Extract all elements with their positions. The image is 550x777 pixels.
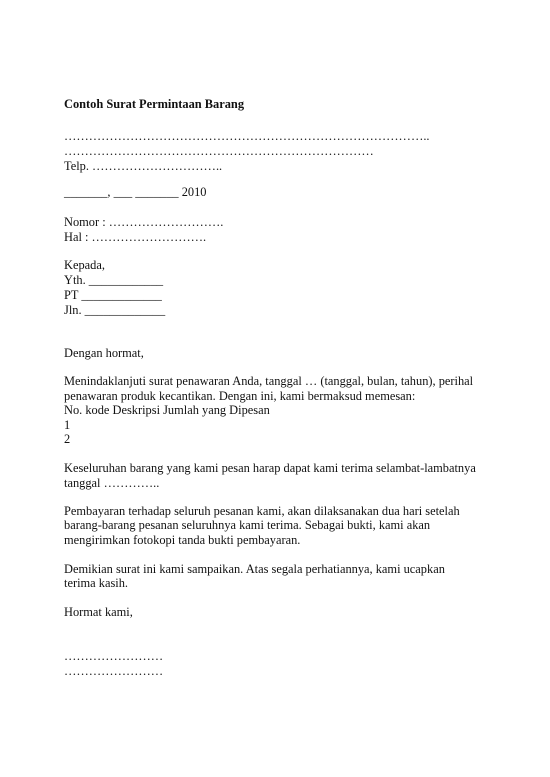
recipient-address: Jln. _____________ bbox=[64, 303, 166, 317]
letter-subject: Hal : ………………………. bbox=[64, 230, 207, 244]
sender-line-2: ………………………………………………………………… bbox=[64, 144, 374, 158]
order-table-row-2: 2 bbox=[64, 432, 71, 446]
sender-line-1: …………………………………………………………………………….. bbox=[64, 129, 430, 143]
closing: Hormat kami, bbox=[64, 605, 133, 619]
body-paragraph-2-line-2: tanggal ………….. bbox=[64, 476, 160, 490]
body-paragraph-1-line-2: penawaran produk kecantikan. Dengan ini, kami bermaksud memesan: bbox=[64, 389, 416, 403]
recipient-company: PT _____________ bbox=[64, 288, 162, 302]
body-paragraph-3-line-2: barang-barang pesanan seluruhnya kami terima. Sebagai bukti, kami akan bbox=[64, 518, 431, 532]
body-paragraph-4-line-2: terima kasih. bbox=[64, 576, 128, 590]
letter-date: _______, ___ _______ 2010 bbox=[64, 185, 207, 199]
letter-number: Nomor : ………………………. bbox=[64, 215, 224, 229]
recipient-yth: Yth. ____________ bbox=[64, 273, 164, 287]
salutation: Dengan hormat, bbox=[64, 346, 144, 360]
document-title: Contoh Surat Permintaan Barang bbox=[64, 97, 245, 111]
body-paragraph-4-line-1: Demikian surat ini kami sampaikan. Atas segala perhatiannya, kami ucapkan bbox=[64, 562, 445, 576]
body-paragraph-3-line-1: Pembayaran terhadap seluruh pesanan kami, akan dilaksanakan dua hari setelah bbox=[64, 504, 460, 518]
body-paragraph-3-line-3: mengirimkan fotokopi tanda bukti pembayaran. bbox=[64, 533, 301, 547]
signature-line-1: …………………… bbox=[64, 649, 164, 663]
body-paragraph-2-line-1: Keseluruhan barang yang kami pesan harap dapat kami terima selambat-lambatnya bbox=[64, 461, 476, 475]
order-table-row-1: 1 bbox=[64, 418, 71, 432]
recipient-kepada: Kepada, bbox=[64, 258, 105, 272]
signature-line-2: …………………… bbox=[64, 664, 164, 678]
body-paragraph-1-line-1: Menindaklanjuti surat penawaran Anda, tanggal … (tanggal, bulan, tahun), perihal bbox=[64, 374, 474, 388]
sender-phone: Telp. ………………………….. bbox=[64, 159, 223, 173]
order-table-header: No. kode Deskripsi Jumlah yang Dipesan bbox=[64, 403, 270, 417]
